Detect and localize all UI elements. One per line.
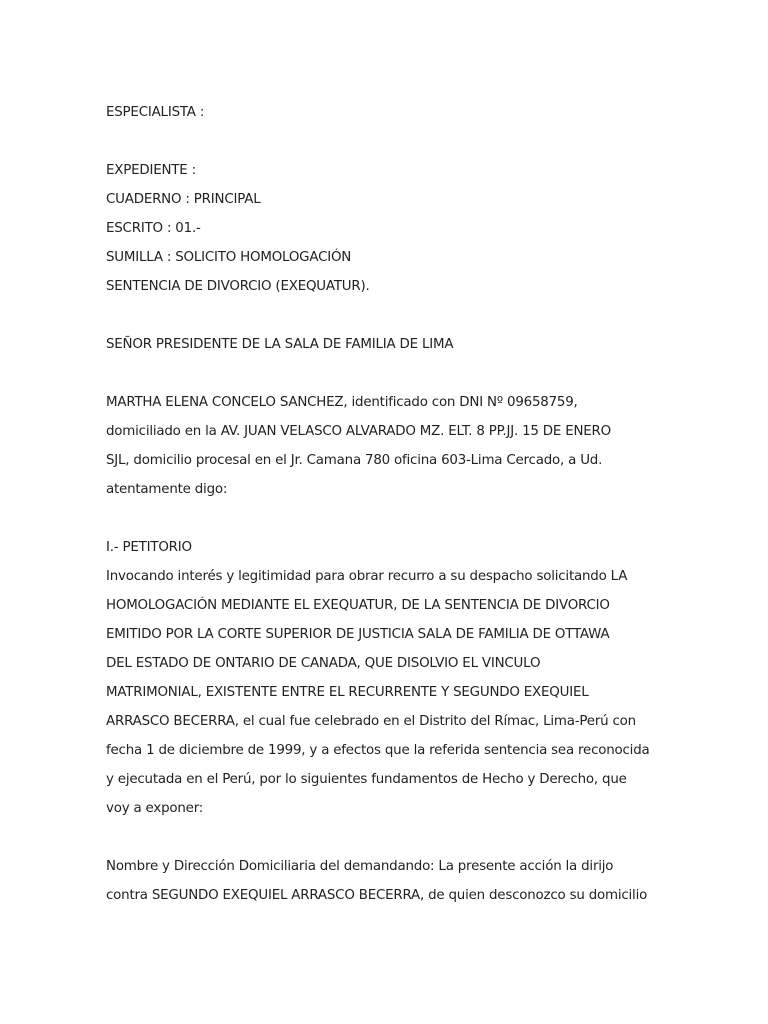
spacer <box>106 359 666 388</box>
sumilla-line: SUMILLA : SOLICITO HOMOLOGACIÓN <box>106 250 352 265</box>
demandado-line: contra SEGUNDO EXEQUIEL ARRASCO BECERRA, de quien desconozco su domicilio <box>106 888 648 903</box>
escrito-line: ESCRITO : 01.- <box>106 221 201 236</box>
intro-line: MARTHA ELENA CONCELO SANCHEZ, identificado con DNI Nº 09658759, <box>106 395 578 410</box>
petitorio-line: MATRIMONIAL, EXISTENTE ENTRE EL RECURRENTE Y SEGUNDO EXEQUIEL <box>106 685 589 700</box>
petitorio-line: fecha 1 de diciembre de 1999, y a efectos que la referida sentencia sea reconocida <box>106 743 650 758</box>
spacer <box>106 127 666 156</box>
spacer <box>106 301 666 330</box>
cuaderno-line: CUADERNO : PRINCIPAL <box>106 192 261 207</box>
intro-line: SJL, domicilio procesal en el Jr. Camana 780 oficina 603-Lima Cercado, a Ud. <box>106 453 603 468</box>
petitorio-heading: I.- PETITORIO <box>106 540 192 555</box>
petitorio-line: Invocando interés y legitimidad para obrar recurro a su despacho solicitando LA <box>106 569 628 584</box>
petitorio-line: DEL ESTADO DE ONTARIO DE CANADA, QUE DISOLVIO EL VINCULO <box>106 656 541 671</box>
petitorio-line: EMITIDO POR LA CORTE SUPERIOR DE JUSTICIA SALA DE FAMILIA DE OTTAWA <box>106 627 610 642</box>
intro-line: atentamente digo: <box>106 482 228 497</box>
petitorio-line: voy a exponer: <box>106 801 204 816</box>
especialista-line: ESPECIALISTA : <box>106 105 205 120</box>
intro-line: domiciliado en la AV. JUAN VELASCO ALVARADO MZ. ELT. 8 PP.JJ. 15 DE ENERO <box>106 424 611 439</box>
document-body <box>106 98 666 910</box>
expediente-line: EXPEDIENTE : <box>106 163 196 178</box>
petitorio-line: y ejecutada en el Perú, por lo siguientes fundamentos de Hecho y Derecho, que <box>106 772 627 787</box>
petitorio-line: ARRASCO BECERRA, el cual fue celebrado en el Distrito del Rímac, Lima-Perú con <box>106 714 636 729</box>
petitorio-line: HOMOLOGACIÓN MEDIANTE EL EXEQUATUR, DE LA SENTENCIA DE DIVORCIO <box>106 598 610 613</box>
addressee-line: SEÑOR PRESIDENTE DE LA SALA DE FAMILIA DE LIMA <box>106 337 454 352</box>
spacer <box>106 504 666 533</box>
demandado-line: Nombre y Dirección Domiciliaria del demandando: La presente acción la dirijo <box>106 859 614 874</box>
spacer <box>106 823 666 852</box>
sumilla-line-continued: SENTENCIA DE DIVORCIO (EXEQUATUR). <box>106 279 370 294</box>
